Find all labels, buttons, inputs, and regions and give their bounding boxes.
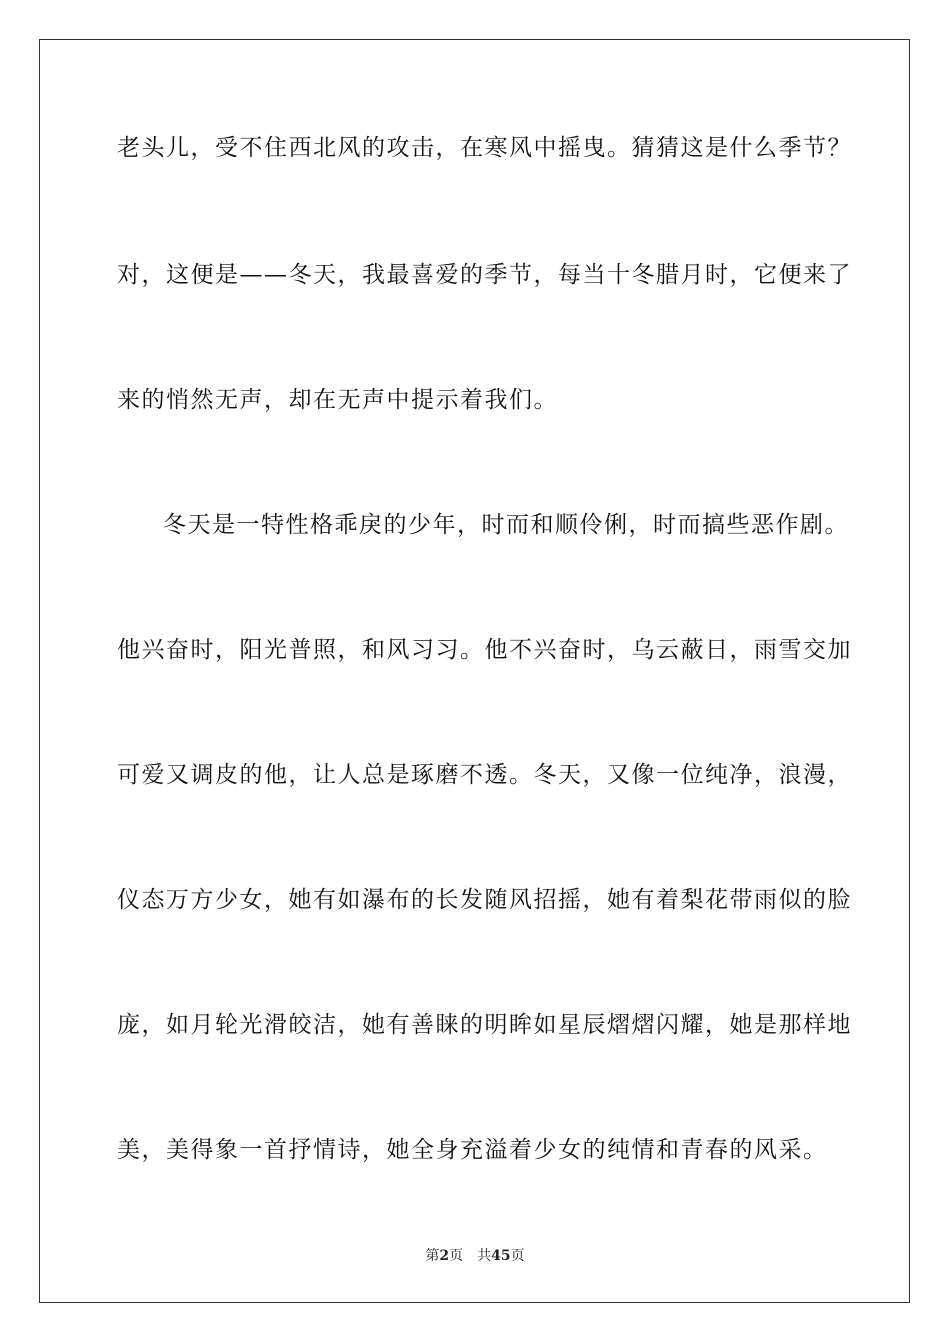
page-prefix: 第	[425, 1248, 440, 1264]
page-border	[39, 39, 910, 1303]
paragraph-line-2: 对，这便是——冬天，我最喜爱的季节，每当十冬腊月时，它便来了	[117, 262, 852, 288]
paragraph-line-8: 庞，如月轮光滑皎洁，她有善睐的明眸如星辰熠熠闪耀，她是那样地	[117, 1012, 852, 1038]
paragraph-line-4: 冬天是一特性格乖戾的少年，时而和顺伶俐，时而搞些恶作剧。	[163, 512, 849, 538]
paragraph-line-9: 美，美得象一首抒情诗，她全身充溢着少女的纯情和青春的风采。	[117, 1137, 828, 1163]
paragraph-line-5: 他兴奋时，阳光普照，和风习习。他不兴奋时，乌云蔽日，雨雪交加	[117, 637, 852, 663]
page-number: 2	[439, 1248, 450, 1264]
total-pages: 45	[491, 1248, 511, 1264]
total-suffix: 页	[510, 1248, 525, 1264]
paragraph-line-7: 仪态万方少女，她有如瀑布的长发随风招摇，她有着梨花带雨似的脸	[117, 887, 852, 913]
total-prefix: 共	[477, 1248, 492, 1264]
paragraph-line-1: 老头儿，受不住西北风的攻击，在寒风中摇曳。猜猜这是什么季节？	[117, 135, 852, 161]
page-footer	[0, 1247, 950, 1265]
paragraph-line-6: 可爱又调皮的他，让人总是琢磨不透。冬天，又像一位纯净，浪漫，	[117, 762, 852, 788]
page-suffix: 页	[449, 1248, 464, 1264]
paragraph-line-3: 来的悄然无声，却在无声中提示着我们。	[117, 387, 558, 413]
